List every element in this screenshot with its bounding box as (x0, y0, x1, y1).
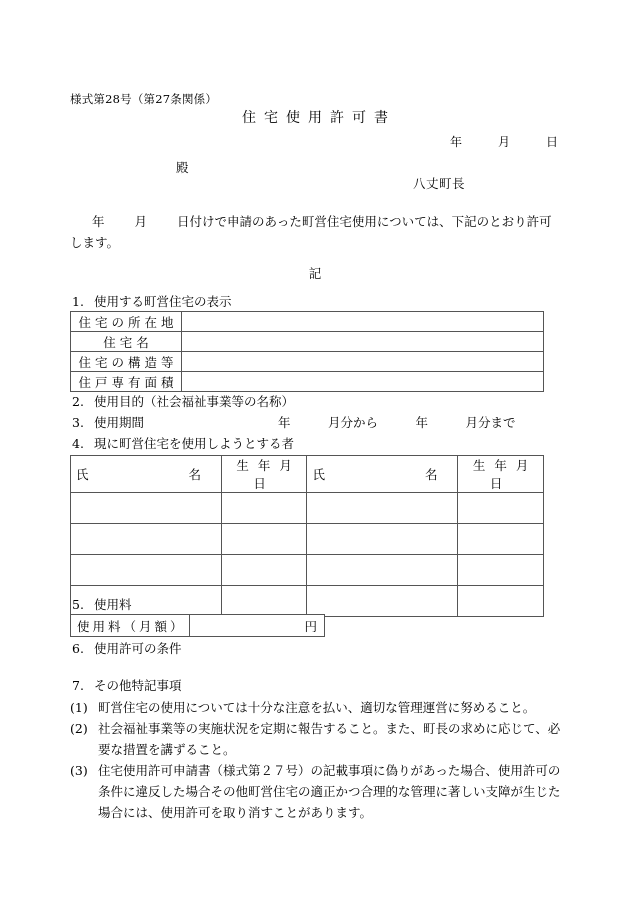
cell-name-1[interactable] (71, 555, 222, 586)
intro-paragraph (70, 211, 560, 253)
fee-table (70, 614, 325, 637)
row-label: 住戸専有面積 (71, 372, 182, 392)
fee-unit: 円 (304, 618, 317, 634)
section-2-heading (72, 392, 294, 410)
section-2-number: 2. (72, 394, 84, 409)
section-5-label: 使用料 (94, 597, 132, 612)
cell-name-2[interactable] (307, 524, 458, 555)
page-title: 住宅使用許可書 (242, 110, 396, 126)
row-value[interactable] (182, 312, 544, 332)
note-text: 住宅使用許可申請書（様式第２７号）の記載事項に偽りがあった場合、使用許可の条件に違反した場合その他町営住宅の適正かつ合理的な管理に著しい支障が生じた場合には、使用許可を取り消すことがあります。 (98, 763, 561, 820)
cell-dob-1[interactable] (221, 586, 307, 617)
intro-year: 年 (92, 214, 105, 229)
cell-dob-2[interactable] (458, 586, 544, 617)
issuer-name: 八丈町長 (413, 176, 466, 191)
cell-name-2[interactable] (307, 586, 458, 617)
issue-date-line: 年 月 日 (449, 135, 558, 149)
row-label: 住宅名 (71, 332, 182, 352)
addressee-honorific: 殿 (176, 160, 189, 175)
column-header-name-2: 氏 名 (307, 456, 458, 493)
section-6-number: 6. (72, 641, 84, 656)
cell-dob-1[interactable] (221, 524, 307, 555)
list-item (70, 760, 562, 823)
section-4-label: 現に町営住宅を使用しようとする者 (94, 436, 295, 451)
table-row (71, 352, 544, 372)
section-2-label: 使用目的（社会福祉事業等の名称） (94, 394, 295, 409)
table-row (71, 332, 544, 352)
section-5-number: 5. (72, 597, 84, 612)
table-row (71, 586, 544, 617)
row-value[interactable] (182, 372, 544, 392)
section-7-label: その他特記事項 (94, 678, 182, 693)
fee-label: 使用料（月額） (71, 615, 190, 637)
table-row (71, 493, 544, 524)
fee-value[interactable] (189, 615, 324, 637)
cell-name-1[interactable] (71, 493, 222, 524)
section-1-label: 使用する町営住宅の表示 (94, 294, 232, 309)
resident-table (70, 455, 544, 617)
section-3-number: 3. (72, 415, 84, 430)
note-marker: (3) (70, 763, 88, 778)
section-1-heading (72, 292, 232, 310)
table-row (71, 524, 544, 555)
note-marker: (2) (70, 721, 88, 736)
list-item (70, 697, 562, 718)
cell-name-2[interactable] (307, 555, 458, 586)
intro-month: 月 (134, 214, 148, 229)
note-text: 町営住宅の使用については十分な注意を払い、適切な管理運営に努めること。 (98, 700, 536, 715)
row-value[interactable] (182, 332, 544, 352)
cell-dob-1[interactable] (221, 493, 307, 524)
note-text: 社会福祉事業等の実施状況を定期に報告すること。また、町長の求めに応じて、必要な措置を講ずること。 (98, 721, 561, 757)
ki-mark: 記 (308, 266, 322, 281)
row-label: 住宅の構造等 (71, 352, 182, 372)
column-header-dob-2: 生年月日 (458, 456, 544, 493)
cell-dob-2[interactable] (458, 524, 544, 555)
section-1-number: 1. (72, 294, 84, 309)
section-3-label: 使用期間 (94, 415, 145, 430)
column-header-name-1: 氏 名 (71, 456, 222, 493)
table-row (71, 312, 544, 332)
section-6-heading (72, 639, 182, 657)
section-7-number: 7. (72, 678, 84, 693)
note-marker: (1) (70, 700, 88, 715)
section-7-heading (72, 676, 182, 694)
list-item (70, 718, 562, 760)
row-label: 住宅の所在地 (71, 312, 182, 332)
table-row (71, 555, 544, 586)
row-value[interactable] (182, 352, 544, 372)
cell-name-1[interactable] (71, 524, 222, 555)
section-4-heading (72, 434, 294, 452)
notes-list (70, 697, 562, 823)
housing-info-table (70, 311, 544, 392)
cell-dob-2[interactable] (458, 555, 544, 586)
section-3-period: 年 月分から 年 月分まで (278, 415, 516, 430)
section-3-heading (72, 413, 144, 431)
form-number: 様式第28号（第27条関係） (70, 92, 218, 106)
section-6-label: 使用許可の条件 (94, 641, 182, 656)
section-5-heading (72, 595, 132, 613)
table-header-row (71, 456, 544, 493)
cell-dob-2[interactable] (458, 493, 544, 524)
table-row (71, 372, 544, 392)
cell-name-2[interactable] (307, 493, 458, 524)
section-4-number: 4. (72, 436, 84, 451)
column-header-dob-1: 生年月日 (221, 456, 307, 493)
cell-dob-1[interactable] (221, 555, 307, 586)
intro-text: 日付けで申請のあった町営住宅使用については、下記のとおり許可します。 (70, 214, 552, 250)
table-row (71, 615, 325, 637)
